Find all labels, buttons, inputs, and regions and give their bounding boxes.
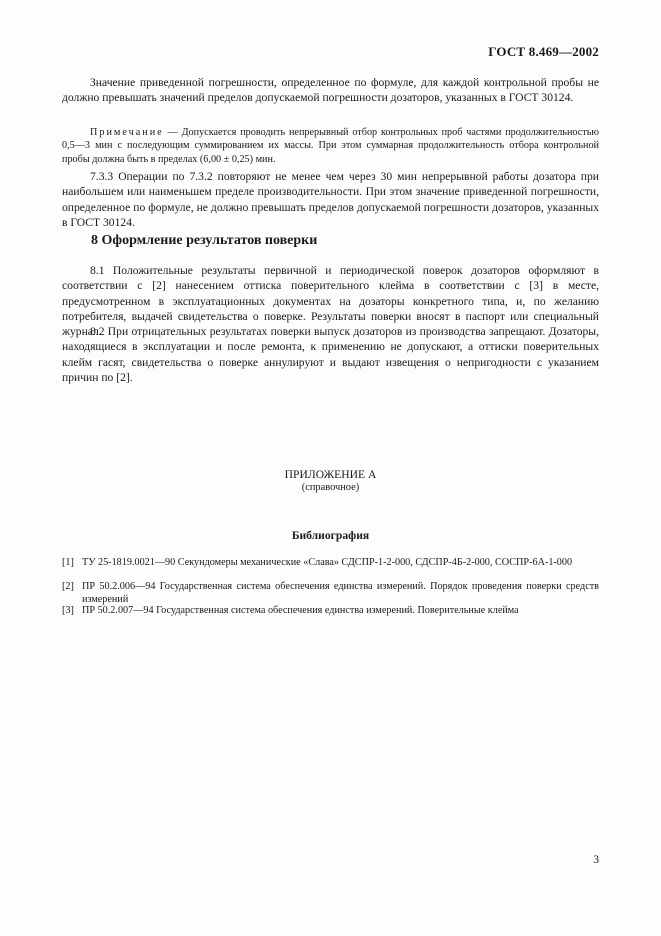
paragraph-8-1: 8.1 Положительные результаты первичной и периодической поверок дозаторов оформляют в соответствии с [2] нанесением оттиска поверительного клейма в соответствии с [3] в месте, предусмотренном в эксплуатационных документах на дозаторы конкретного типа, и, по желанию потребителя, выдачей свидетельства о поверке. Результаты поверки вносят в паспорт или специальный журнал.: [62, 264, 599, 339]
ref-text: ТУ 25-1819.0021—90 Секундомеры механические «Слава» СДСПР-1-2-000, СДСПР-4Б-2-000, СОСПР-6А-1-000: [82, 557, 573, 568]
ref-number: [1]: [62, 557, 74, 568]
section-8-heading: 8 Оформление результатов поверки: [91, 233, 318, 248]
note-label: Примечание: [90, 127, 164, 138]
bibliography-item: [62, 557, 599, 570]
paragraph-8-2: 8.2 При отрицательных результатах поверки выпуск дозаторов из производства запрещают. Дозаторы, находящиеся в эксплуатации и после ремонта, к применению не допускают, а оттиски поверительных клейм гасят, свидетельства о поверке аннулируют и выдают извещения о непригодности с указанием причин по [2].: [62, 325, 599, 384]
ref-text: ПР 50.2.006—94 Государственная система обеспечения единства измерений. Порядок проведения поверки средств измерений: [82, 581, 599, 605]
appendix-title: ПРИЛОЖЕНИЕ А: [284, 468, 377, 481]
paragraph-error-limit: Значение приведенной погрешности, определенное по формуле, для каждой контрольной пробы не должно превышать значений пределов допускаемой погрешности дозаторов, указанных в ГОСТ 30124.: [62, 76, 599, 105]
ref-number: [3]: [62, 605, 74, 616]
bibliography-item: [62, 581, 599, 606]
document-code-header: ГОСТ 8.469—2002: [488, 44, 599, 59]
paragraph-7-3-3: 7.3.3 Операции по 7.3.2 повторяют не менее чем через 30 мин непрерывной работы дозатора при наибольшем или наименьшем пределе производительности. При этом значение приведенной погрешности, определенное по формуле, не должно превышать пределов допускаемой погрешности дозаторов, указанных в ГОСТ 30124.: [62, 170, 599, 229]
ref-text: ПР 50.2.007—94 Государственная система обеспечения единства измерений. Поверительные клейма: [82, 605, 519, 616]
appendix-subtitle: (справочное): [301, 482, 360, 493]
page-number: 3: [593, 853, 599, 866]
note-text: — Допускается проводить непрерывный отбор контрольных проб частями продолжительностью 0,5—3 мин с последующим суммированием их массы. При этом суммарная продолжительность отбора контрольной пробы должна быть в пределах (6,00 ± 0,25) мин.: [62, 127, 599, 165]
ref-number: [2]: [62, 581, 74, 592]
note-paragraph: [62, 126, 599, 166]
bibliography-title: Библиография: [291, 529, 370, 542]
bibliography-item: [62, 605, 599, 618]
